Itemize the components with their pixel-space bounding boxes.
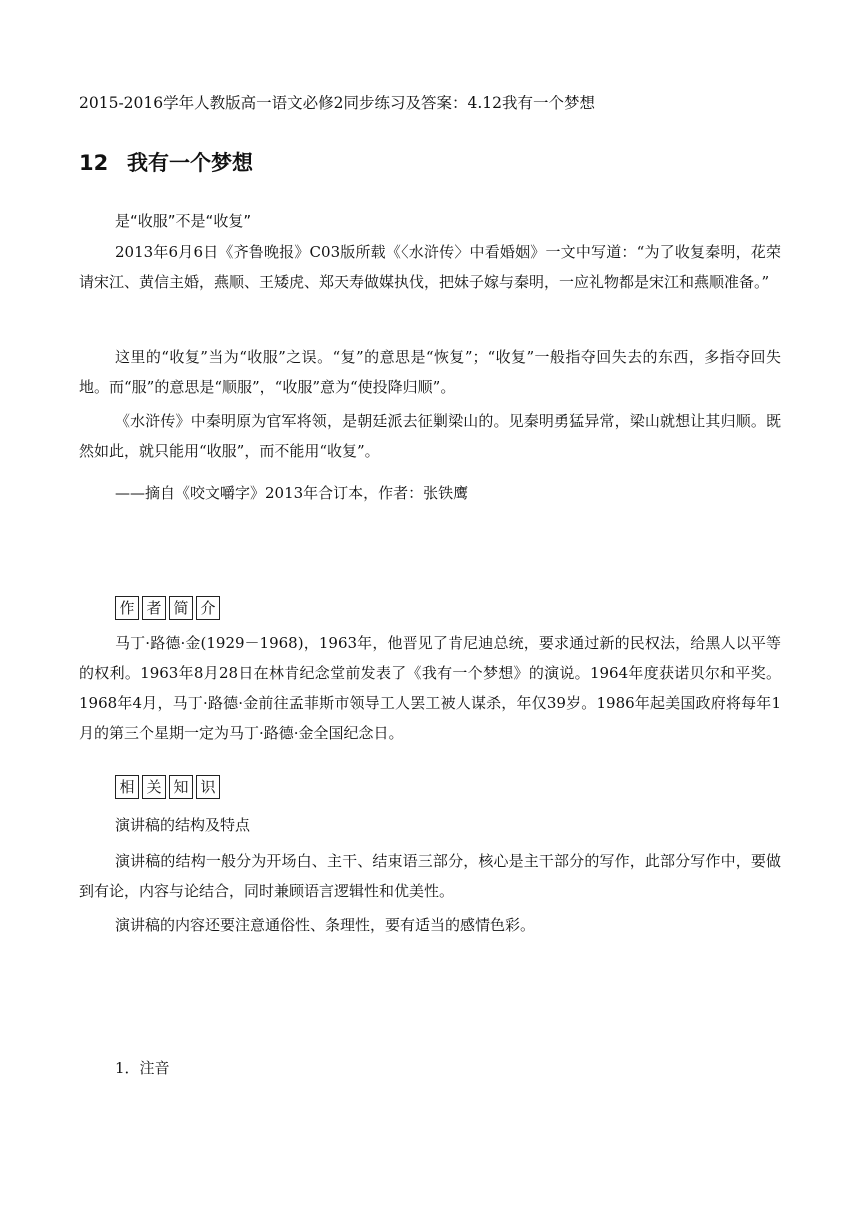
boxed-char: 知 [169, 775, 193, 799]
lesson-title [79, 148, 253, 178]
author-intro-text: 马丁·路德·金(1929－1968)，1963年，他晋见了肯尼迪总统，要求通过新的民权法，给黑人以平等的权利。1963年8月28日在林肯纪念堂前发表了《我有一个梦想》的演说。1964年度获诺贝尔和平奖。1968年4月，马丁·路德·金前往孟菲斯市领导工人罢工被人谋杀，年仅39岁。1986年起美国政府将每年1月的第三个星期一定为马丁·路德·金全国纪念日。 [79, 634, 781, 742]
boxed-char: 者 [142, 596, 166, 620]
related-paragraph-1: 演讲稿的结构一般分为开场白、主干、结束语三部分，核心是主干部分的写作，此部分写作中，要做到有论，内容与论结合，同时兼顾语言逻辑性和优美性。 [79, 852, 781, 900]
boxed-char: 简 [169, 596, 193, 620]
document-header: 2015-2016学年人教版高一语文必修2同步练习及答案：4.12我有一个梦想 [79, 94, 596, 112]
article-paragraph-3: 《水浒传》中秦明原为官军将领，是朝廷派去征剿梁山的。见秦明勇猛异常，梁山就想让其归顺。既然如此，就只能用“收服”，而不能用“收复”。 [79, 412, 781, 460]
related-paragraph-2: 演讲稿的内容还要注意通俗性、条理性，要有适当的感情色彩。 [115, 916, 536, 934]
boxed-char: 关 [142, 775, 166, 799]
article-paragraph-1: 2013年6月6日《齐鲁晚报》C03版所载《〈水浒传〉中看婚姻》一文中写道：“为了收复秦明，花荣请宋江、黄信主婚，燕顺、王矮虎、郑天寿做媒执伐，把妹子嫁与秦明，一应礼物都是宋江和燕顺准备。” [79, 243, 781, 291]
article-heading: 是“收服”不是“收复” [115, 212, 252, 230]
boxed-char: 识 [196, 775, 220, 799]
article-source: ——摘自《咬文嚼字》2013年合订本，作者：张铁鹰 [115, 484, 469, 502]
exercise-item-1: 1．注音 [115, 1059, 170, 1077]
boxed-char: 作 [115, 596, 139, 620]
lesson-number: 12 [79, 151, 109, 175]
author-intro-label [115, 596, 220, 620]
related-knowledge-label [115, 775, 220, 799]
related-heading: 演讲稿的结构及特点 [115, 816, 251, 834]
lesson-title-text: 我有一个梦想 [127, 151, 253, 175]
boxed-char: 相 [115, 775, 139, 799]
boxed-char: 介 [196, 596, 220, 620]
article-paragraph-2: 这里的“收复”当为“收服”之误。“复”的意思是“恢复”；“收复”一般指夺回失去的东西，多指夺回失地。而“服”的意思是“顺服”，“收服”意为“使投降归顺”。 [79, 348, 781, 396]
